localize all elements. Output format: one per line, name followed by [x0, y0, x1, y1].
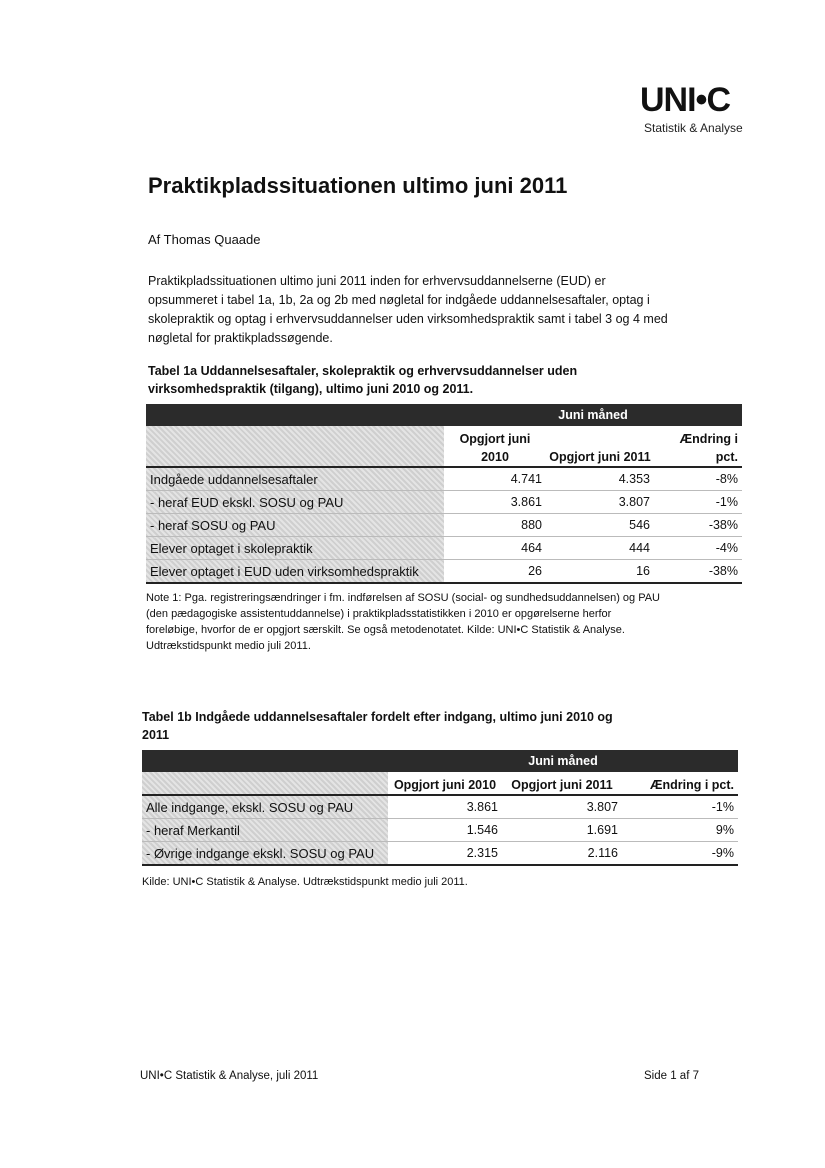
cell-2011: 1.691: [502, 819, 622, 842]
page-title: Praktikpladssituationen ultimo juni 2011: [148, 173, 568, 198]
cell-change: -38%: [654, 560, 742, 584]
footer-page-number: Side 1 af 7: [644, 1070, 699, 1082]
cell-2011: 2.116: [502, 842, 622, 866]
cell-change: -1%: [654, 491, 742, 514]
cell-change: -1%: [622, 795, 738, 819]
table1b-col-2011: Opgjort juni 2011: [502, 772, 622, 795]
cell-2011: 3.807: [546, 491, 654, 514]
table1a-col-2011: Opgjort juni 2011: [546, 426, 654, 467]
table1b-col-change: Ændring i pct.: [622, 772, 738, 795]
row-label: Elever optaget i skolepraktik: [146, 537, 444, 560]
table-1b: [142, 750, 738, 866]
cell-2011: 4.353: [546, 467, 654, 491]
table1b-source: Kilde: UNI•C Statistik & Analyse. Udtrækstidspunkt medio juli 2011.: [142, 876, 468, 888]
table1a-caption: Tabel 1a Uddannelsesaftaler, skolepraktik og erhvervsuddannelser uden virksomhedspraktik (tilgang), ultimo juni 2010 og 2011.: [148, 364, 578, 396]
cell-2010: 880: [444, 514, 546, 537]
cell-change: -38%: [654, 514, 742, 537]
cell-2010: 3.861: [388, 795, 502, 819]
row-label: Elever optaget i EUD uden virksomhedspraktik: [146, 560, 444, 584]
intro-paragraph: Praktikpladssituationen ultimo juni 2011 inden for erhvervsuddannelserne (EUD) er opsummeret i tabel 1a, 1b, 2a og 2b med nøgletal for indgåede uddannelsesaftaler, optag i skolepraktik og optag i erhvervsuddannelser uden virksomhedspraktik samt i tabel 3 og 4 med nøgletal for praktikpladssøgende.: [148, 274, 668, 345]
row-label: Alle indgange, ekskl. SOSU og PAU: [142, 795, 388, 819]
row-label: - heraf EUD ekskl. SOSU og PAU: [146, 491, 444, 514]
logo-subtitle: Statistik & Analyse: [644, 121, 743, 135]
author-line: Af Thomas Quaade: [148, 232, 261, 247]
cell-2011: 546: [546, 514, 654, 537]
table1b-col-2010: Opgjort juni 2010: [388, 772, 502, 795]
table1b-group-header: Juni måned: [388, 750, 738, 772]
cell-2010: 1.546: [388, 819, 502, 842]
cell-change: -9%: [622, 842, 738, 866]
cell-change: -8%: [654, 467, 742, 491]
row-label: - heraf SOSU og PAU: [146, 514, 444, 537]
table-row: [146, 560, 742, 584]
row-label: - heraf Merkantil: [142, 819, 388, 842]
table-row: [146, 491, 742, 514]
cell-2010: 3.861: [444, 491, 546, 514]
row-label: - Øvrige indgange ekskl. SOSU og PAU: [142, 842, 388, 866]
row-label: Indgåede uddannelsesaftaler: [146, 467, 444, 491]
cell-2011: 444: [546, 537, 654, 560]
table-row: [142, 795, 738, 819]
cell-change: 9%: [622, 819, 738, 842]
table-1a: [146, 404, 742, 584]
table-row: [142, 842, 738, 866]
cell-2010: 464: [444, 537, 546, 560]
cell-2010: 2.315: [388, 842, 502, 866]
table1a-note: Note 1: Pga. registreringsændringer i fm. indførelsen af SOSU (social- og sundhedsuddannelsen) og PAU (den pædagogiske assistentuddannelse) i praktikpladsstatistikken i 2010 er opgørelserne herfor foreløbige, hvorfor de er opgjort særskilt. Se også metodenotatet. Kilde: UNI•C Statistik & Analyse. Udtrækstidspunkt medio juli 2011.: [146, 592, 661, 652]
cell-2011: 16: [546, 560, 654, 584]
table-row: [146, 514, 742, 537]
cell-2010: 26: [444, 560, 546, 584]
table-row: [146, 537, 742, 560]
table1a-group-header: Juni måned: [444, 404, 742, 426]
unic-logo: UNI•C: [640, 81, 731, 119]
table1b-caption: Tabel 1b Indgåede uddannelsesaftaler fordelt efter indgang, ultimo juni 2010 og 2011: [142, 710, 613, 742]
table-row: [142, 819, 738, 842]
table1a-col-2010: Opgjort juni 2010: [444, 426, 546, 467]
table1a-col-change: Ændring i pct.: [654, 426, 742, 467]
cell-2011: 3.807: [502, 795, 622, 819]
table-row: [146, 467, 742, 491]
footer-publisher: UNI•C Statistik & Analyse, juli 2011: [140, 1070, 319, 1082]
cell-change: -4%: [654, 537, 742, 560]
cell-2010: 4.741: [444, 467, 546, 491]
